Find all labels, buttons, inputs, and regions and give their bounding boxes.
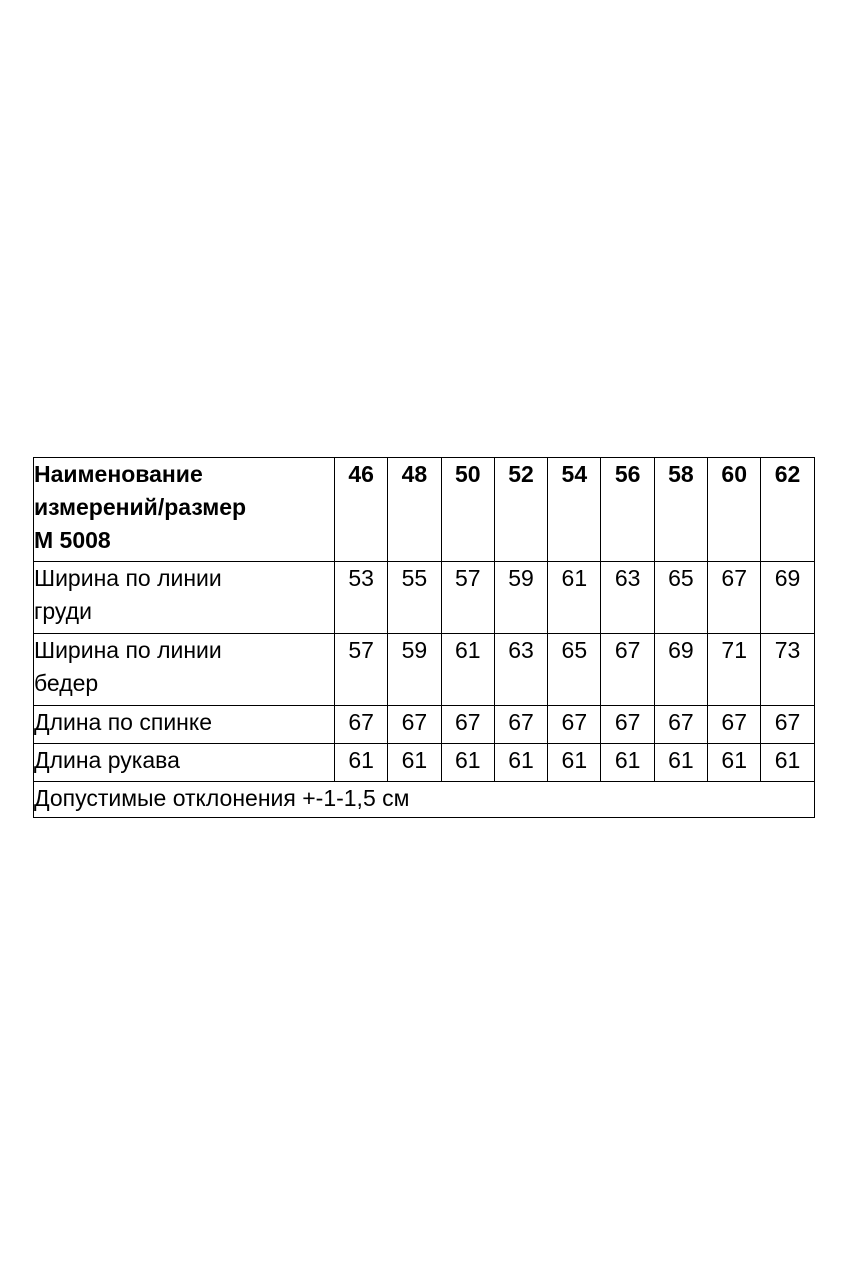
value-cell: 61 xyxy=(601,744,654,782)
value-cell: 67 xyxy=(335,706,388,744)
table-row xyxy=(34,706,815,744)
value-cell: 59 xyxy=(494,562,547,634)
table-row xyxy=(34,634,815,706)
footnote-row xyxy=(34,782,815,818)
value-cell: 61 xyxy=(761,744,814,782)
table-row xyxy=(34,744,815,782)
value-cell: 57 xyxy=(441,562,494,634)
header-label-line: М 5008 xyxy=(34,527,111,553)
row-label-line: Длина рукава xyxy=(34,747,180,773)
size-header-cell: 60 xyxy=(708,458,761,562)
value-cell: 73 xyxy=(761,634,814,706)
header-label-line: Наименование xyxy=(34,461,203,487)
value-cell: 69 xyxy=(654,634,707,706)
value-cell: 57 xyxy=(335,634,388,706)
value-cell: 63 xyxy=(494,634,547,706)
value-cell: 67 xyxy=(388,706,441,744)
size-header-cell: 48 xyxy=(388,458,441,562)
value-cell: 55 xyxy=(388,562,441,634)
value-cell: 61 xyxy=(441,744,494,782)
row-label-line: Длина по спинке xyxy=(34,709,212,735)
value-cell: 65 xyxy=(654,562,707,634)
size-header-cell: 54 xyxy=(548,458,601,562)
row-label-cell xyxy=(34,562,335,634)
value-cell: 61 xyxy=(548,562,601,634)
row-label-line: груди xyxy=(34,598,92,624)
row-label-cell xyxy=(34,744,335,782)
value-cell: 67 xyxy=(601,706,654,744)
tolerance-note: Допустимые отклонения +-1-1,5 см xyxy=(34,782,815,818)
value-cell: 67 xyxy=(761,706,814,744)
value-cell: 61 xyxy=(388,744,441,782)
header-row xyxy=(34,458,815,562)
value-cell: 69 xyxy=(761,562,814,634)
value-cell: 67 xyxy=(708,706,761,744)
row-label-cell xyxy=(34,634,335,706)
row-label-line: Ширина по линии xyxy=(34,565,222,591)
value-cell: 61 xyxy=(708,744,761,782)
row-label-line: бедер xyxy=(34,670,99,696)
value-cell: 67 xyxy=(601,634,654,706)
size-header-cell: 62 xyxy=(761,458,814,562)
size-header-cell: 50 xyxy=(441,458,494,562)
value-cell: 63 xyxy=(601,562,654,634)
row-label-line: Ширина по линии xyxy=(34,637,222,663)
size-header-cell: 52 xyxy=(494,458,547,562)
size-table xyxy=(33,457,815,818)
size-header-cell: 56 xyxy=(601,458,654,562)
value-cell: 59 xyxy=(388,634,441,706)
value-cell: 65 xyxy=(548,634,601,706)
value-cell: 61 xyxy=(441,634,494,706)
header-label-line: измерений/размер xyxy=(34,494,247,520)
value-cell: 67 xyxy=(494,706,547,744)
value-cell: 53 xyxy=(335,562,388,634)
row-label-cell xyxy=(34,706,335,744)
header-label-cell xyxy=(34,458,335,562)
value-cell: 61 xyxy=(335,744,388,782)
value-cell: 67 xyxy=(654,706,707,744)
size-header-cell: 46 xyxy=(335,458,388,562)
value-cell: 71 xyxy=(708,634,761,706)
value-cell: 67 xyxy=(548,706,601,744)
value-cell: 67 xyxy=(441,706,494,744)
value-cell: 61 xyxy=(494,744,547,782)
value-cell: 61 xyxy=(548,744,601,782)
value-cell: 61 xyxy=(654,744,707,782)
size-header-cell: 58 xyxy=(654,458,707,562)
table-row xyxy=(34,562,815,634)
value-cell: 67 xyxy=(708,562,761,634)
